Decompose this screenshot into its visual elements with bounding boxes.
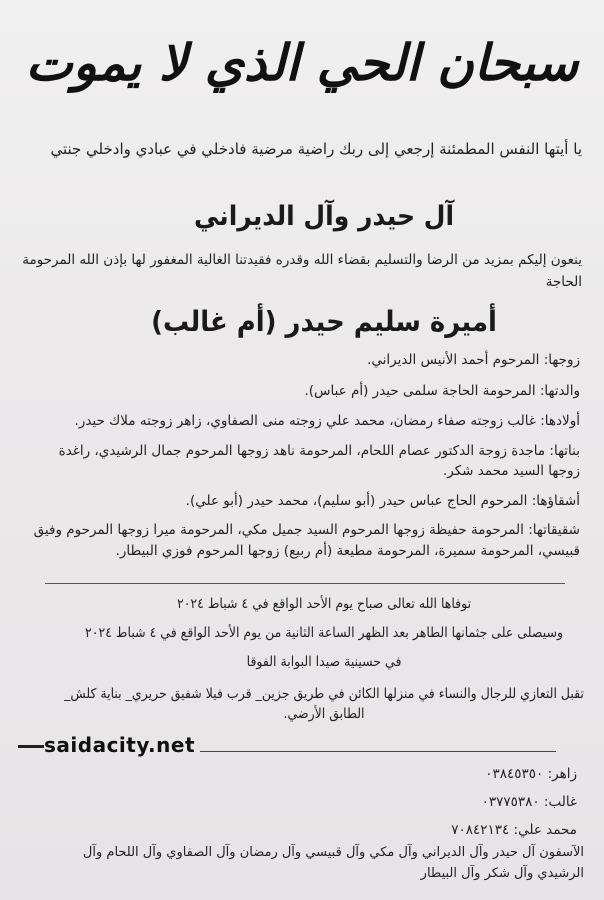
condolences-line-1: تقبل التعازي للرجال والنساء في منزلها الكائن في طريق جزين_ قرب فيلا شفيق حريري_ بناية كلش_ bbox=[64, 686, 584, 702]
families-title: آل حيدر وآل الديراني bbox=[193, 201, 455, 232]
condolences-line-2: الطابق الأرضي. bbox=[283, 706, 365, 722]
intro-line-2: الحاجة bbox=[545, 274, 582, 290]
site-rule-left bbox=[18, 745, 44, 748]
quran-verse: يا أيتها النفس المطمئنة إرجعي إلى ربك راضية مرضية فادخلي في عبادي وادخلي جنتي bbox=[50, 140, 582, 158]
phone-name: غالب: bbox=[543, 794, 577, 810]
phone-name: زاهر: bbox=[547, 766, 577, 782]
phone-zaher bbox=[485, 766, 577, 782]
relative-sons: أولادها: غالب زوجته صفاء رمضان، محمد علي زوجته منى الصفاوي، زاهر زوجته ملاك حيدر. bbox=[74, 413, 580, 429]
deceased-name: أميرة سليم حيدر (أم غالب) bbox=[151, 305, 497, 338]
phone-mohammad-ali bbox=[451, 822, 577, 838]
relative-daughters: بناتها: ماجدة زوجة الدكتور عصام اللحام، المرحومة ناهد زوجها المرحوم جمال الرشيدي، راغدة bbox=[58, 443, 580, 459]
funeral-place: في حسينية صيدا البوابة الفوقا bbox=[246, 654, 402, 670]
death-notice: توفاها الله تعالى صباح يوم الأحد الواقع في ٤ شباط ٢٠٢٤ bbox=[176, 596, 472, 612]
relative-sisters: شقيقاتها: المرحومة حفيظة زوجها المرحوم السيد جميل مكي، المرحومة ميرا زوجها المرحوم وفيق bbox=[33, 522, 580, 538]
calligraphy-heading: سبحان الحي الذي لا يموت bbox=[25, 33, 579, 92]
phone-number: ٧٠٨٤٢١٣٤ bbox=[451, 822, 510, 838]
site-rule bbox=[200, 751, 556, 752]
relative-mother: والدتها: المرحومة الحاجة سلمى حيدر (أم عباس). bbox=[304, 383, 580, 399]
closing-line-1: الآسفون آل حيدر وآل الديراني وآل مكي وآل قبيسي وآل رمضان وآل الصفاوي وآل اللحام وآل bbox=[82, 845, 584, 860]
relative-daughters-cont: زوجها السيد محمد شكر. bbox=[442, 463, 580, 479]
relative-sisters-cont: قبيسي، المرحومة سميرة، المرحومة مطيعة (أم ربيع) زوجها المرحوم فوزي البيطار. bbox=[115, 543, 580, 559]
relative-husband: زوجها: المرحوم أحمد الأنيس الديراني. bbox=[367, 352, 580, 368]
phone-name: محمد علي: bbox=[513, 822, 577, 838]
closing-line-2: الرشيدي وآل شكر وآل البيطار bbox=[420, 866, 584, 881]
phone-number: ٠٣٨٤٥٣٥٠ bbox=[485, 766, 544, 782]
funeral-time: وسيصلى على جثمانها الطاهر بعد الظهر الساعة الثانية من يوم الأحد الواقع في ٤ شباط ٢٠٢٤ bbox=[85, 625, 564, 641]
section-divider bbox=[45, 583, 565, 584]
site-watermark: saidacity.net bbox=[44, 733, 196, 757]
phone-number: ٠٣٧٧٥٣٨٠ bbox=[481, 794, 540, 810]
relative-brothers: أشقاؤها: المرحوم الحاج عباس حيدر (أبو سليم)، محمد حيدر (أبو علي). bbox=[185, 493, 580, 509]
phone-ghaleb bbox=[482, 794, 577, 810]
intro-line-1: ينعون إليكم بمزيد من الرضا والتسليم بقضاء الله وقدره فقيدتنا الغالية المغفور لها بإذن الله المرحومة bbox=[22, 252, 582, 268]
